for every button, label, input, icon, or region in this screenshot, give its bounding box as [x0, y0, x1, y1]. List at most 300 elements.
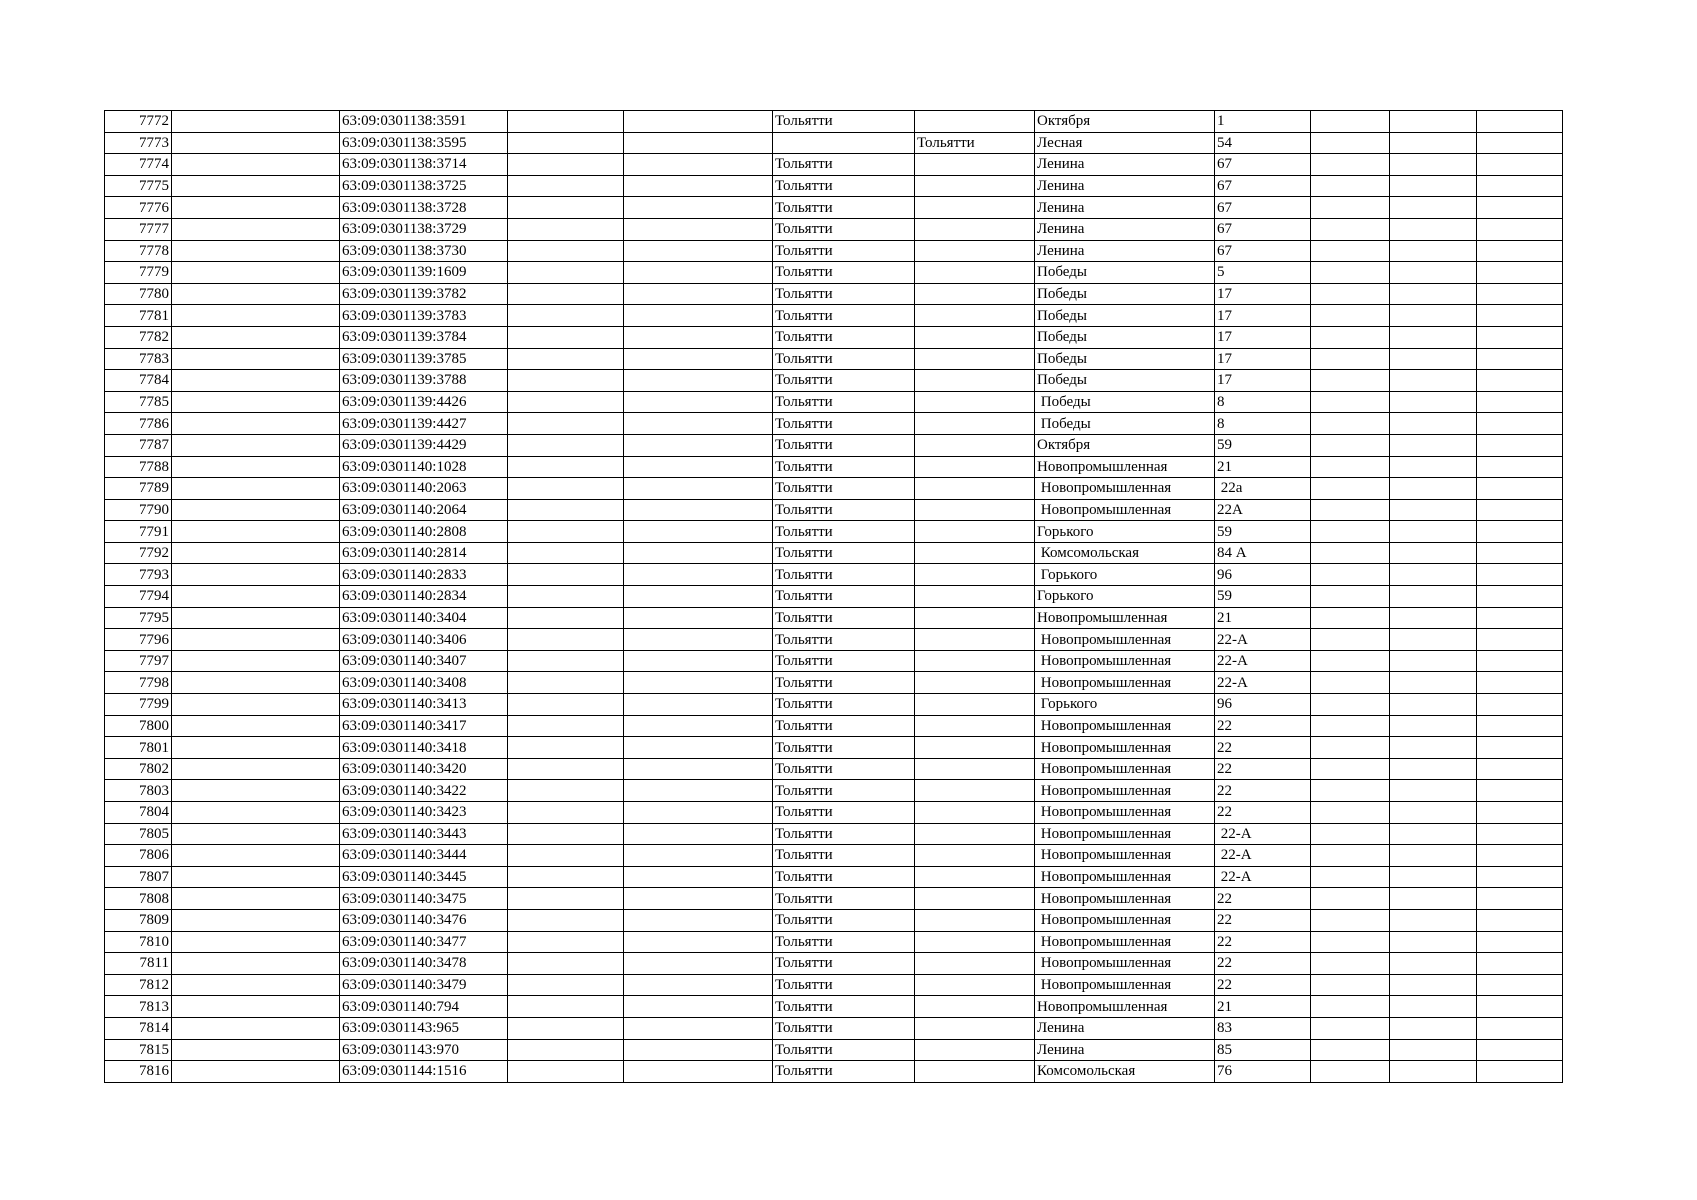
cadastral-number-cell: 63:09:0301140:2833 — [340, 564, 508, 586]
table-row — [105, 348, 1563, 370]
city-cell: Тольятти — [773, 111, 915, 133]
empty-cell — [624, 240, 773, 262]
house-number-cell: 67 — [1215, 218, 1311, 240]
table-body — [105, 111, 1563, 1083]
street-cell: Победы — [1035, 262, 1215, 284]
empty-cell — [172, 111, 340, 133]
empty-cell — [1477, 305, 1563, 327]
street-cell: Комсомольская — [1035, 542, 1215, 564]
empty-cell — [1477, 845, 1563, 867]
empty-cell — [508, 197, 624, 219]
table-row — [105, 521, 1563, 543]
table-row — [105, 434, 1563, 456]
empty-cell — [508, 326, 624, 348]
empty-cell — [1390, 845, 1477, 867]
cadastral-table — [104, 110, 1563, 1083]
empty-cell — [172, 909, 340, 931]
house-number-cell: 67 — [1215, 175, 1311, 197]
empty-cell — [624, 672, 773, 694]
empty-cell — [624, 931, 773, 953]
row-number-cell: 7805 — [105, 823, 172, 845]
city-cell: Тольятти — [773, 607, 915, 629]
empty-cell — [1477, 672, 1563, 694]
table-row — [105, 197, 1563, 219]
street-cell: Новопромышленная — [1035, 974, 1215, 996]
empty-cell — [172, 391, 340, 413]
table-row — [105, 909, 1563, 931]
house-number-cell: 67 — [1215, 197, 1311, 219]
locality-cell — [915, 218, 1035, 240]
empty-cell — [1477, 694, 1563, 716]
table-row — [105, 672, 1563, 694]
cadastral-number-cell: 63:09:0301139:3782 — [340, 283, 508, 305]
empty-cell — [508, 154, 624, 176]
empty-cell — [1390, 586, 1477, 608]
locality-cell — [915, 1017, 1035, 1039]
table-row — [105, 758, 1563, 780]
empty-cell — [172, 737, 340, 759]
house-number-cell: 22 — [1215, 953, 1311, 975]
empty-cell — [1477, 564, 1563, 586]
locality-cell — [915, 780, 1035, 802]
table-row — [105, 262, 1563, 284]
empty-cell — [1311, 1039, 1390, 1061]
empty-cell — [1311, 456, 1390, 478]
city-cell: Тольятти — [773, 1039, 915, 1061]
cadastral-number-cell: 63:09:0301139:3785 — [340, 348, 508, 370]
locality-cell — [915, 521, 1035, 543]
empty-cell — [1390, 629, 1477, 651]
locality-cell — [915, 953, 1035, 975]
table-row — [105, 326, 1563, 348]
cadastral-number-cell: 63:09:0301140:3420 — [340, 758, 508, 780]
empty-cell — [1390, 197, 1477, 219]
empty-cell — [1477, 996, 1563, 1018]
row-number-cell: 7777 — [105, 218, 172, 240]
empty-cell — [172, 542, 340, 564]
empty-cell — [1311, 132, 1390, 154]
empty-cell — [624, 478, 773, 500]
city-cell: Тольятти — [773, 542, 915, 564]
cadastral-number-cell: 63:09:0301138:3595 — [340, 132, 508, 154]
row-number-cell: 7772 — [105, 111, 172, 133]
empty-cell — [1477, 1017, 1563, 1039]
street-cell: Победы — [1035, 413, 1215, 435]
cadastral-number-cell: 63:09:0301140:3444 — [340, 845, 508, 867]
empty-cell — [624, 694, 773, 716]
city-cell: Тольятти — [773, 326, 915, 348]
empty-cell — [624, 953, 773, 975]
row-number-cell: 7781 — [105, 305, 172, 327]
empty-cell — [508, 175, 624, 197]
street-cell: Новопромышленная — [1035, 499, 1215, 521]
cadastral-number-cell: 63:09:0301139:3783 — [340, 305, 508, 327]
city-cell: Тольятти — [773, 348, 915, 370]
locality-cell — [915, 888, 1035, 910]
cadastral-number-cell: 63:09:0301139:1609 — [340, 262, 508, 284]
empty-cell — [1390, 715, 1477, 737]
locality-cell — [915, 845, 1035, 867]
table-row — [105, 974, 1563, 996]
city-cell — [773, 132, 915, 154]
empty-cell — [508, 542, 624, 564]
street-cell: Новопромышленная — [1035, 629, 1215, 651]
street-cell: Комсомольская — [1035, 1061, 1215, 1083]
empty-cell — [172, 780, 340, 802]
empty-cell — [1311, 888, 1390, 910]
empty-cell — [172, 974, 340, 996]
empty-cell — [1311, 802, 1390, 824]
house-number-cell: 22А — [1215, 499, 1311, 521]
empty-cell — [1311, 586, 1390, 608]
house-number-cell: 85 — [1215, 1039, 1311, 1061]
table-row — [105, 586, 1563, 608]
empty-cell — [1390, 802, 1477, 824]
empty-cell — [1311, 866, 1390, 888]
locality-cell — [915, 240, 1035, 262]
cadastral-number-cell: 63:09:0301138:3728 — [340, 197, 508, 219]
city-cell: Тольятти — [773, 888, 915, 910]
city-cell: Тольятти — [773, 694, 915, 716]
house-number-cell: 22-А — [1215, 650, 1311, 672]
locality-cell — [915, 111, 1035, 133]
empty-cell — [624, 866, 773, 888]
empty-cell — [1311, 175, 1390, 197]
empty-cell — [1390, 240, 1477, 262]
street-cell: Победы — [1035, 348, 1215, 370]
empty-cell — [508, 672, 624, 694]
house-number-cell: 22 — [1215, 715, 1311, 737]
empty-cell — [624, 521, 773, 543]
row-number-cell: 7816 — [105, 1061, 172, 1083]
table-row — [105, 888, 1563, 910]
empty-cell — [1477, 154, 1563, 176]
empty-cell — [508, 499, 624, 521]
empty-cell — [1390, 1017, 1477, 1039]
empty-cell — [1390, 262, 1477, 284]
street-cell: Новопромышленная — [1035, 823, 1215, 845]
house-number-cell: 22а — [1215, 478, 1311, 500]
empty-cell — [1390, 175, 1477, 197]
empty-cell — [1390, 888, 1477, 910]
empty-cell — [1477, 521, 1563, 543]
empty-cell — [1477, 931, 1563, 953]
table-row — [105, 715, 1563, 737]
empty-cell — [1390, 780, 1477, 802]
empty-cell — [624, 715, 773, 737]
locality-cell — [915, 737, 1035, 759]
empty-cell — [172, 413, 340, 435]
street-cell: Горького — [1035, 521, 1215, 543]
cadastral-number-cell: 63:09:0301138:3730 — [340, 240, 508, 262]
empty-cell — [172, 499, 340, 521]
empty-cell — [624, 542, 773, 564]
empty-cell — [1477, 478, 1563, 500]
locality-cell — [915, 931, 1035, 953]
empty-cell — [624, 586, 773, 608]
empty-cell — [508, 780, 624, 802]
house-number-cell: 96 — [1215, 564, 1311, 586]
table-row — [105, 866, 1563, 888]
house-number-cell: 84 А — [1215, 542, 1311, 564]
table-row — [105, 780, 1563, 802]
city-cell: Тольятти — [773, 629, 915, 651]
table-row — [105, 931, 1563, 953]
table-row — [105, 802, 1563, 824]
empty-cell — [624, 737, 773, 759]
row-number-cell: 7813 — [105, 996, 172, 1018]
cadastral-number-cell: 63:09:0301138:3591 — [340, 111, 508, 133]
street-cell: Новопромышленная — [1035, 607, 1215, 629]
locality-cell — [915, 456, 1035, 478]
street-cell: Ленина — [1035, 175, 1215, 197]
house-number-cell: 22-А — [1215, 845, 1311, 867]
empty-cell — [1390, 456, 1477, 478]
table-row — [105, 175, 1563, 197]
empty-cell — [508, 931, 624, 953]
empty-cell — [172, 1017, 340, 1039]
cadastral-number-cell: 63:09:0301139:4429 — [340, 434, 508, 456]
table-row — [105, 370, 1563, 392]
empty-cell — [1311, 197, 1390, 219]
cadastral-number-cell: 63:09:0301140:3422 — [340, 780, 508, 802]
empty-cell — [508, 607, 624, 629]
row-number-cell: 7802 — [105, 758, 172, 780]
street-cell: Горького — [1035, 694, 1215, 716]
empty-cell — [172, 758, 340, 780]
empty-cell — [624, 1017, 773, 1039]
empty-cell — [1477, 111, 1563, 133]
empty-cell — [172, 607, 340, 629]
table-row — [105, 629, 1563, 651]
cadastral-number-cell: 63:09:0301140:3445 — [340, 866, 508, 888]
street-cell: Победы — [1035, 305, 1215, 327]
house-number-cell: 17 — [1215, 283, 1311, 305]
row-number-cell: 7785 — [105, 391, 172, 413]
row-number-cell: 7778 — [105, 240, 172, 262]
empty-cell — [508, 348, 624, 370]
row-number-cell: 7774 — [105, 154, 172, 176]
city-cell: Тольятти — [773, 953, 915, 975]
empty-cell — [1477, 953, 1563, 975]
empty-cell — [1311, 996, 1390, 1018]
empty-cell — [624, 996, 773, 1018]
empty-cell — [1390, 542, 1477, 564]
row-number-cell: 7784 — [105, 370, 172, 392]
cadastral-number-cell: 63:09:0301138:3725 — [340, 175, 508, 197]
empty-cell — [624, 218, 773, 240]
empty-cell — [1477, 866, 1563, 888]
table-row — [105, 132, 1563, 154]
empty-cell — [1390, 737, 1477, 759]
empty-cell — [624, 1061, 773, 1083]
house-number-cell: 59 — [1215, 521, 1311, 543]
empty-cell — [624, 1039, 773, 1061]
empty-cell — [1477, 650, 1563, 672]
empty-cell — [1311, 650, 1390, 672]
empty-cell — [1477, 370, 1563, 392]
locality-cell — [915, 672, 1035, 694]
locality-cell — [915, 154, 1035, 176]
locality-cell — [915, 974, 1035, 996]
table-row — [105, 218, 1563, 240]
locality-cell — [915, 478, 1035, 500]
empty-cell — [508, 823, 624, 845]
house-number-cell: 17 — [1215, 326, 1311, 348]
cadastral-number-cell: 63:09:0301140:2834 — [340, 586, 508, 608]
cadastral-number-cell: 63:09:0301140:3413 — [340, 694, 508, 716]
locality-cell — [915, 348, 1035, 370]
street-cell: Новопромышленная — [1035, 672, 1215, 694]
empty-cell — [172, 478, 340, 500]
city-cell: Тольятти — [773, 262, 915, 284]
row-number-cell: 7803 — [105, 780, 172, 802]
empty-cell — [1311, 909, 1390, 931]
locality-cell — [915, 542, 1035, 564]
empty-cell — [1311, 564, 1390, 586]
empty-cell — [1311, 478, 1390, 500]
empty-cell — [1390, 996, 1477, 1018]
empty-cell — [508, 456, 624, 478]
house-number-cell: 8 — [1215, 391, 1311, 413]
locality-cell — [915, 564, 1035, 586]
house-number-cell: 17 — [1215, 370, 1311, 392]
empty-cell — [1477, 175, 1563, 197]
house-number-cell: 21 — [1215, 996, 1311, 1018]
empty-cell — [1477, 542, 1563, 564]
empty-cell — [1477, 132, 1563, 154]
city-cell: Тольятти — [773, 564, 915, 586]
empty-cell — [172, 456, 340, 478]
empty-cell — [1390, 154, 1477, 176]
empty-cell — [1477, 348, 1563, 370]
street-cell: Победы — [1035, 326, 1215, 348]
row-number-cell: 7787 — [105, 434, 172, 456]
empty-cell — [1390, 391, 1477, 413]
city-cell: Тольятти — [773, 715, 915, 737]
locality-cell — [915, 413, 1035, 435]
empty-cell — [1390, 909, 1477, 931]
empty-cell — [508, 218, 624, 240]
empty-cell — [1311, 607, 1390, 629]
empty-cell — [624, 823, 773, 845]
house-number-cell: 22 — [1215, 909, 1311, 931]
empty-cell — [1477, 802, 1563, 824]
table-row — [105, 240, 1563, 262]
city-cell: Тольятти — [773, 996, 915, 1018]
street-cell: Ленина — [1035, 218, 1215, 240]
empty-cell — [508, 909, 624, 931]
cadastral-number-cell: 63:09:0301140:1028 — [340, 456, 508, 478]
row-number-cell: 7804 — [105, 802, 172, 824]
empty-cell — [624, 434, 773, 456]
locality-cell — [915, 715, 1035, 737]
empty-cell — [508, 478, 624, 500]
empty-cell — [624, 607, 773, 629]
empty-cell — [1311, 326, 1390, 348]
empty-cell — [172, 629, 340, 651]
empty-cell — [1311, 499, 1390, 521]
empty-cell — [1311, 931, 1390, 953]
empty-cell — [1477, 586, 1563, 608]
table-row — [105, 564, 1563, 586]
empty-cell — [624, 111, 773, 133]
empty-cell — [508, 413, 624, 435]
empty-cell — [1477, 737, 1563, 759]
empty-cell — [1311, 953, 1390, 975]
empty-cell — [1311, 629, 1390, 651]
empty-cell — [1390, 607, 1477, 629]
empty-cell — [1390, 650, 1477, 672]
empty-cell — [1311, 348, 1390, 370]
empty-cell — [172, 694, 340, 716]
house-number-cell: 1 — [1215, 111, 1311, 133]
table-row — [105, 737, 1563, 759]
row-number-cell: 7806 — [105, 845, 172, 867]
empty-cell — [508, 521, 624, 543]
empty-cell — [1477, 715, 1563, 737]
row-number-cell: 7811 — [105, 953, 172, 975]
street-cell: Новопромышленная — [1035, 802, 1215, 824]
empty-cell — [1311, 283, 1390, 305]
row-number-cell: 7812 — [105, 974, 172, 996]
house-number-cell: 8 — [1215, 413, 1311, 435]
empty-cell — [1311, 672, 1390, 694]
house-number-cell: 17 — [1215, 348, 1311, 370]
row-number-cell: 7814 — [105, 1017, 172, 1039]
empty-cell — [1311, 542, 1390, 564]
city-cell: Тольятти — [773, 499, 915, 521]
locality-cell — [915, 650, 1035, 672]
table-row — [105, 845, 1563, 867]
city-cell: Тольятти — [773, 478, 915, 500]
street-cell: Новопромышленная — [1035, 758, 1215, 780]
row-number-cell: 7791 — [105, 521, 172, 543]
empty-cell — [1390, 111, 1477, 133]
empty-cell — [1311, 1061, 1390, 1083]
empty-cell — [1311, 1017, 1390, 1039]
empty-cell — [1390, 413, 1477, 435]
empty-cell — [1311, 370, 1390, 392]
street-cell: Ленина — [1035, 240, 1215, 262]
street-cell: Победы — [1035, 283, 1215, 305]
empty-cell — [508, 737, 624, 759]
empty-cell — [1477, 326, 1563, 348]
empty-cell — [172, 370, 340, 392]
empty-cell — [624, 132, 773, 154]
locality-cell — [915, 370, 1035, 392]
city-cell: Тольятти — [773, 305, 915, 327]
city-cell: Тольятти — [773, 434, 915, 456]
empty-cell — [1390, 218, 1477, 240]
row-number-cell: 7801 — [105, 737, 172, 759]
empty-cell — [1390, 974, 1477, 996]
empty-cell — [172, 175, 340, 197]
empty-cell — [1477, 197, 1563, 219]
locality-cell — [915, 866, 1035, 888]
street-cell: Новопромышленная — [1035, 650, 1215, 672]
empty-cell — [1390, 132, 1477, 154]
empty-cell — [624, 391, 773, 413]
empty-cell — [508, 1017, 624, 1039]
table-row — [105, 650, 1563, 672]
empty-cell — [172, 564, 340, 586]
empty-cell — [508, 240, 624, 262]
row-number-cell: 7809 — [105, 909, 172, 931]
row-number-cell: 7779 — [105, 262, 172, 284]
cadastral-number-cell: 63:09:0301139:3784 — [340, 326, 508, 348]
empty-cell — [624, 845, 773, 867]
